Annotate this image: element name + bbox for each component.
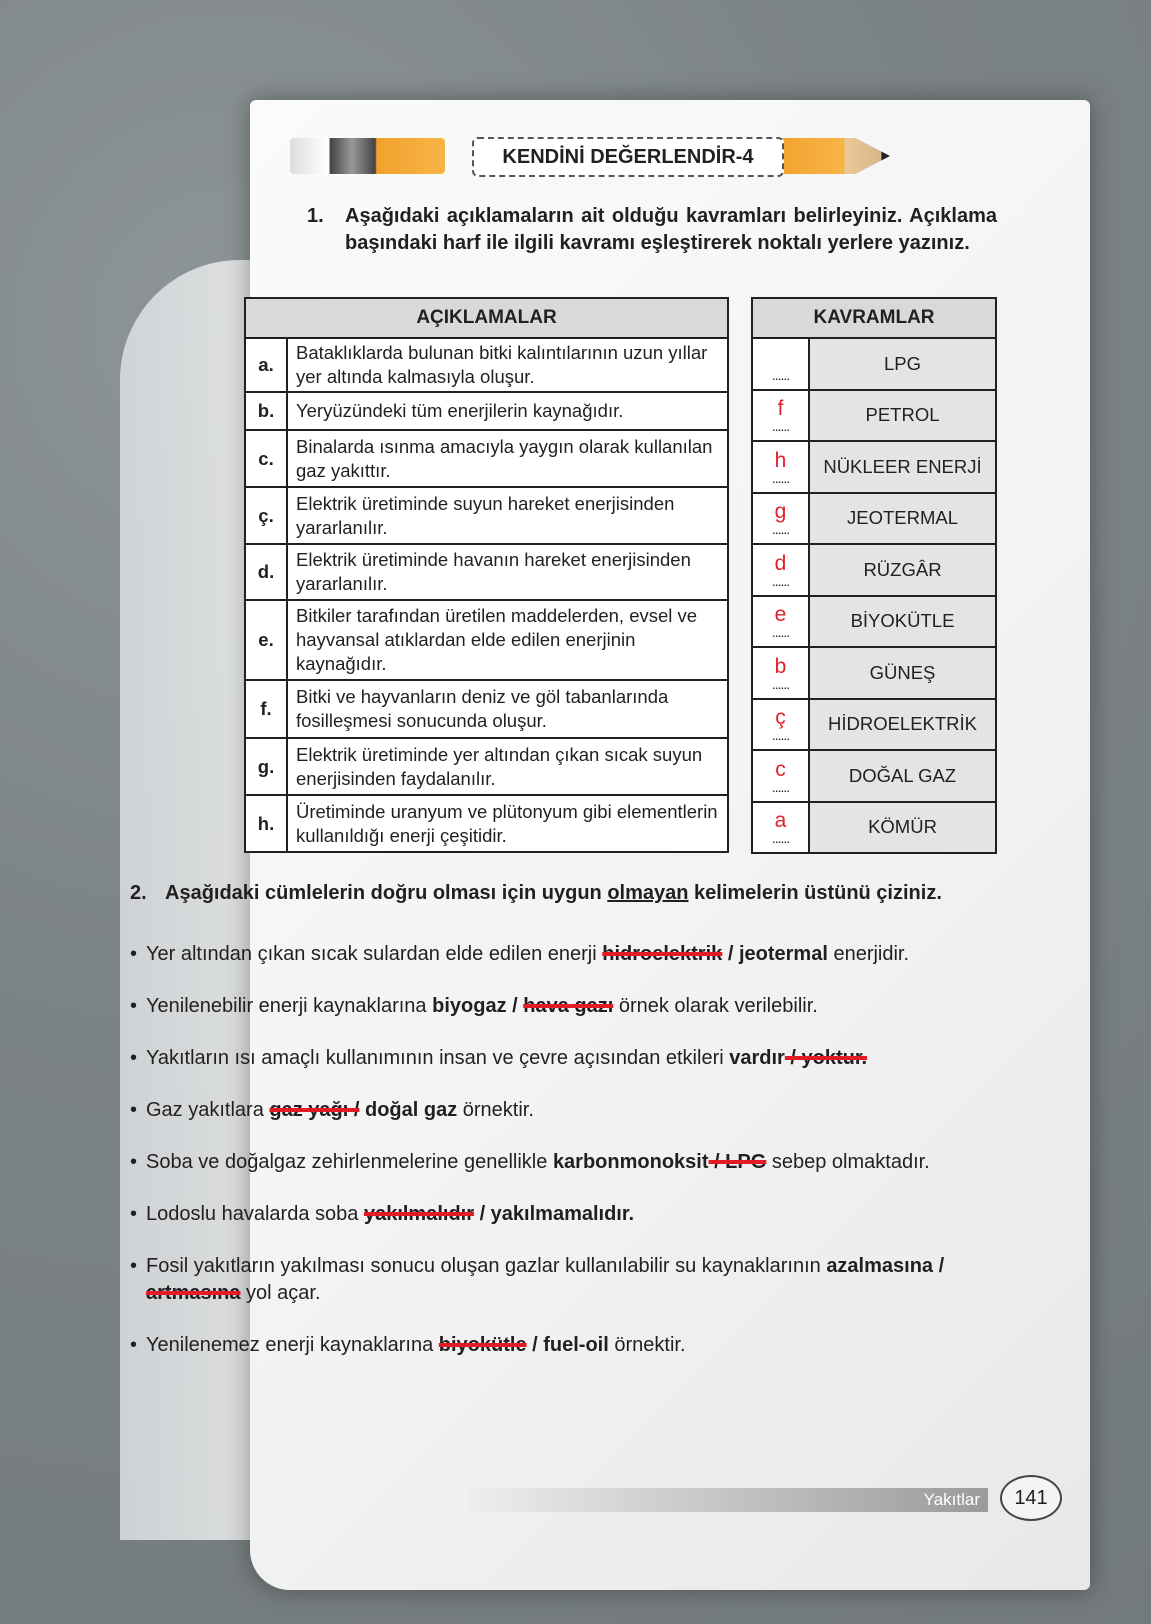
table-header: KAVRAMLAR <box>752 298 996 338</box>
table-row <box>245 392 728 430</box>
sentence-text: Yenilenemez enerji kaynaklarına <box>146 1334 439 1356</box>
row-description: Elektrik üretiminde yer altından çıkan sıcak suyun enerjisinden faydalanılır. <box>287 738 728 795</box>
handwritten-answer: e <box>774 603 787 627</box>
dotted-blank: ...... <box>771 624 790 641</box>
dotted-blank: ...... <box>771 727 790 744</box>
sentence-body <box>146 1097 1000 1124</box>
table-row <box>752 338 996 390</box>
dotted-blank: ...... <box>771 521 790 538</box>
row-letter: c. <box>245 430 287 487</box>
sentence-item <box>130 1332 1000 1359</box>
sentence-text: örnektir. <box>608 1334 686 1356</box>
handwritten-answer: f <box>777 397 784 421</box>
row-description: Bitkiler tarafından üretilen maddelerden, evsel ve hayvansal atıklardan elde edilen enerjinin kaynağıdır. <box>287 600 728 680</box>
concept-label: HİDROELEKTRİK <box>809 699 996 751</box>
option-word[interactable]: karbonmonoksit <box>552 1151 709 1173</box>
sentence-list <box>130 941 1000 1359</box>
answer-cell[interactable] <box>752 544 809 596</box>
row-description: Üretiminde uranyum ve plütonyum gibi elementlerin kullanıldığı enerji çeşitidir. <box>287 795 728 852</box>
table-row <box>752 390 996 442</box>
dotted-blank: ...... <box>771 830 790 847</box>
row-description: Binalarda ısınma amacıyla yaygın olarak kullanılan gaz yakıttır. <box>287 430 728 487</box>
table-row <box>245 795 728 852</box>
table-row <box>752 750 996 802</box>
handwritten-answer: a <box>774 809 787 833</box>
concept-label: PETROL <box>809 390 996 442</box>
sentence-text: Yakıtların ısı amaçlı kullanımının insan ve çevre açısından etkileri <box>146 1047 730 1069</box>
table-row <box>245 600 728 680</box>
answer-cell[interactable] <box>752 338 809 390</box>
concepts-table <box>751 297 997 854</box>
row-letter: a. <box>245 338 287 392</box>
sentence-text: yol açar. <box>240 1282 321 1304</box>
concept-label: DOĞAL GAZ <box>809 750 996 802</box>
bullet-icon: • <box>130 1255 138 1277</box>
bullet-icon: • <box>130 995 138 1017</box>
question-text: Aşağıdaki açıklamaların ait olduğu kavramları belirleyiniz. Açıklama başındaki harf ile ilgili kavramı eşleştirerek noktalı yerlere yazınız. <box>345 205 997 254</box>
sentence-body <box>146 1332 1000 1359</box>
handwritten-answer: ç <box>775 706 786 730</box>
handwritten-answer: c <box>775 757 786 781</box>
row-description: Bataklıklarda bulunan bitki kalıntılarının uzun yıllar yer altında kalmasıyla oluşur. <box>287 338 728 392</box>
row-description: Yeryüzündeki tüm enerjilerin kaynağıdır. <box>287 392 728 430</box>
sentence-text: Lodoslu havalarda soba <box>146 1203 364 1225</box>
option-word[interactable]: azalmasına / <box>826 1255 945 1277</box>
sentence-body <box>146 1149 1000 1176</box>
row-letter: f. <box>245 680 287 738</box>
question-text-end: kelimelerin üstünü çiziniz. <box>688 882 942 904</box>
question-1 <box>307 203 997 257</box>
answer-cell[interactable] <box>752 802 809 854</box>
row-description: Bitki ve hayvanların deniz ve göl tabanlarında fosilleşmesi sonucunda oluşur. <box>287 680 728 738</box>
chapter-footer: Yakıtlar <box>468 1488 988 1512</box>
row-letter: b. <box>245 392 287 430</box>
row-description: Elektrik üretiminde havanın hareket enerjisinden yararlanılır. <box>287 544 728 600</box>
row-letter: d. <box>245 544 287 600</box>
option-word[interactable]: biyogaz / <box>432 995 524 1017</box>
handwritten-answer: h <box>774 448 787 472</box>
answer-cell[interactable] <box>752 596 809 648</box>
dotted-blank: ...... <box>771 572 790 589</box>
sentence-text: enerjidir. <box>827 943 910 965</box>
matching-tables <box>130 297 1000 854</box>
sentence-body <box>146 941 1000 968</box>
table-row <box>752 596 996 648</box>
table-row <box>245 738 728 795</box>
struck-word[interactable]: hava gazı <box>523 995 614 1017</box>
dotted-blank: ...... <box>771 418 790 435</box>
sentence-text: Soba ve doğalgaz zehirlenmelerine genellikle <box>146 1151 553 1173</box>
option-word[interactable]: / fuel-oil <box>526 1334 609 1356</box>
table-row <box>752 544 996 596</box>
row-letter: ç. <box>245 487 287 544</box>
row-letter: g. <box>245 738 287 795</box>
sentence-text: Yenilenebilir enerji kaynaklarına <box>146 995 433 1017</box>
bullet-icon: • <box>130 1151 138 1173</box>
question-2 <box>130 880 1000 907</box>
struck-word[interactable]: yakılmalıdır <box>363 1203 475 1225</box>
sentence-text: Yer altından çıkan sıcak sulardan elde edilen enerji <box>146 943 603 965</box>
sentence-text: örnek olarak verilebilir. <box>613 995 818 1017</box>
concept-label: KÖMÜR <box>809 802 996 854</box>
dotted-blank: ...... <box>771 778 790 795</box>
sentence-item <box>130 1045 1000 1072</box>
sentence-text: Gaz yakıtlara <box>146 1099 270 1121</box>
handwritten-answer: b <box>774 654 787 678</box>
row-description: Elektrik üretiminde suyun hareket enerjisinden yararlanılır. <box>287 487 728 544</box>
sentence-body <box>146 993 1000 1020</box>
struck-word[interactable]: hidroelektrik <box>602 943 723 965</box>
table-row <box>752 699 996 751</box>
underlined-word: olmayan <box>607 882 689 904</box>
sentence-item <box>130 941 1000 968</box>
row-letter: e. <box>245 600 287 680</box>
concept-label: GÜNEŞ <box>809 647 996 699</box>
table-row <box>245 680 728 738</box>
concept-label: JEOTERMAL <box>809 493 996 545</box>
sentence-item <box>130 1097 1000 1124</box>
option-word[interactable]: vardır <box>729 1047 785 1069</box>
struck-word[interactable]: biyokütle <box>438 1334 527 1356</box>
sentence-body <box>146 1201 1000 1228</box>
sentence-item <box>130 1149 1000 1176</box>
answer-cell[interactable] <box>752 441 809 493</box>
sentence-text: örnektir. <box>457 1099 534 1121</box>
answer-cell[interactable] <box>752 750 809 802</box>
option-word[interactable]: doğal gaz <box>359 1099 458 1121</box>
sentence-text: sebep olmaktadır. <box>766 1151 930 1173</box>
sentence-body <box>146 1045 1000 1072</box>
struck-word[interactable]: / yoktur. <box>784 1047 868 1069</box>
page-number: 141 <box>1000 1475 1062 1521</box>
table-row <box>752 493 996 545</box>
answer-cell[interactable] <box>752 493 809 545</box>
sentence-item <box>130 1253 1000 1307</box>
descriptions-table <box>244 297 729 853</box>
option-word[interactable]: / yakılmamalıdır. <box>474 1203 635 1225</box>
struck-word[interactable]: gaz yağı / <box>269 1099 360 1121</box>
sentence-item <box>130 1201 1000 1228</box>
main-content <box>130 297 1000 1359</box>
bullet-icon: • <box>130 943 138 965</box>
handwritten-answer: d <box>774 551 787 575</box>
struck-word[interactable]: / LPG <box>708 1151 767 1173</box>
sentence-item <box>130 993 1000 1020</box>
row-letter: h. <box>245 795 287 852</box>
answer-cell[interactable] <box>752 390 809 442</box>
concept-label: LPG <box>809 338 996 390</box>
question-number: 2. <box>130 882 147 904</box>
concept-label: NÜKLEER ENERJİ <box>809 441 996 493</box>
answer-cell[interactable] <box>752 647 809 699</box>
answer-cell[interactable] <box>752 699 809 751</box>
question-number: 1. <box>307 205 324 227</box>
question-text-wrap <box>165 880 1000 907</box>
bullet-icon: • <box>130 1334 138 1356</box>
dotted-blank: ...... <box>771 366 790 383</box>
table-row <box>245 544 728 600</box>
table-row <box>752 647 996 699</box>
sentence-text: Fosil yakıtların yakılması sonucu oluşan gazlar kullanılabilir su kaynaklarının <box>146 1255 827 1277</box>
table-row <box>245 338 728 392</box>
table-row <box>752 441 996 493</box>
section-title: KENDİNİ DEĞERLENDİR-4 <box>472 137 784 177</box>
sentence-body <box>146 1253 1000 1307</box>
dotted-blank: ...... <box>771 469 790 486</box>
concept-label: RÜZGÂR <box>809 544 996 596</box>
bullet-icon: • <box>130 1203 138 1225</box>
bullet-icon: • <box>130 1047 138 1069</box>
bullet-icon: • <box>130 1099 138 1121</box>
concept-label: BİYOKÜTLE <box>809 596 996 648</box>
pencil-left-icon <box>290 138 445 174</box>
table-row <box>752 802 996 854</box>
table-row <box>245 487 728 544</box>
table-header: AÇIKLAMALAR <box>245 298 728 338</box>
question-text: Aşağıdaki cümlelerin doğru olması için uygun <box>165 882 608 904</box>
dotted-blank: ...... <box>771 675 790 692</box>
struck-word[interactable]: artmasına <box>146 1282 241 1304</box>
option-word[interactable]: / jeotermal <box>722 943 828 965</box>
handwritten-answer: g <box>774 500 787 524</box>
table-row <box>245 430 728 487</box>
